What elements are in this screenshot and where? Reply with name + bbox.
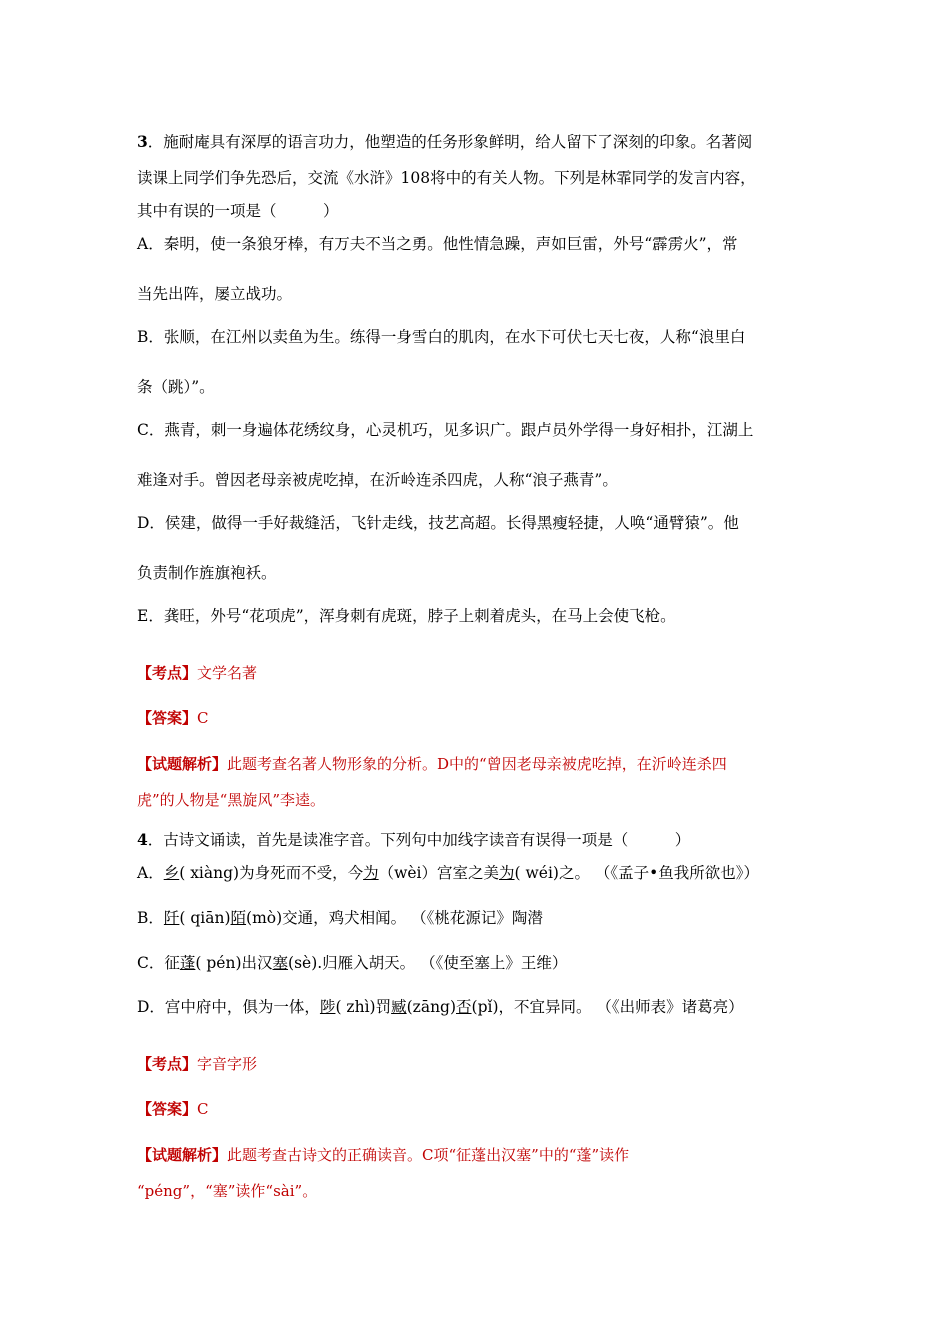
q3-option-b-line-2: 条（跳）”。	[137, 378, 215, 396]
q3-option-d-line-1: D．侯建，做得一手好裁缝活，飞针走线，技艺高超。长得黑瘦轻捷，人唤“通臂猿”。他	[137, 514, 739, 532]
q3-answer: 【答案】C	[137, 709, 209, 727]
q3-analysis-line-1: 【试题解析】此题考查名著人物形象的分析。D中的“曾因老母亲被虎吃掉，在沂岭连杀四	[137, 755, 727, 773]
q4-kaodian: 【考点】字音字形	[137, 1055, 258, 1073]
q4-option-c: C．征蓬( pén)出汉塞(sè).归雁入胡天。 （《使至塞上》王维）	[137, 954, 568, 972]
q4-option-d: D．宫中府中，俱为一体，陟( zhì)罚臧(zāng)否(pǐ)，不宜异同。 （《出师表》诸葛亮）	[137, 998, 744, 1016]
q3-option-a-line-2: 当先出阵，屡立战功。	[137, 285, 293, 303]
q3-option-d-line-2: 负责制作旌旗袍袄。	[137, 564, 277, 582]
q3-number: 3	[137, 132, 148, 151]
q3-stem-line-2: 读课上同学们争先恐后，交流《水浒》108将中的有关人物。下列是林霏同学的发言内容，	[137, 169, 756, 187]
q3-option-b-line-1: B．张顺，在江州以卖鱼为生。练得一身雪白的肌肉，在水下可伏七天七夜，人称“浪里白	[137, 328, 746, 346]
q3-kaodian: 【考点】文学名著	[137, 664, 258, 682]
q3-option-c-line-2: 难逢对手。曾因老母亲被虎吃掉，在沂岭连杀四虎，人称“浪子燕青”。	[137, 471, 618, 489]
q3-analysis-line-2: 虎”的人物是“黑旋风”李逵。	[137, 791, 326, 809]
q3-stem-line-3: 其中有误的一项是（ ）	[137, 202, 339, 220]
q4-answer: 【答案】C	[137, 1100, 209, 1118]
q4-option-a: A．乡( xiàng)为身死而不受，今为（wèi）宫室之美为( wéi)之。 （《孟子•鱼我所欲也》）	[137, 864, 760, 882]
q4-analysis-line-1: 【试题解析】此题考查古诗文的正确读音。C项“征蓬出汉塞”中的“蓬”读作	[137, 1146, 630, 1164]
q3-stem-line-1: 3．施耐庵具有深厚的语言功力，他塑造的任务形象鲜明，给人留下了深刻的印象。名著阅	[137, 132, 753, 151]
q3-option-a-line-1: A．秦明，使一条狼牙棒，有万夫不当之勇。他性情急躁，声如巨雷，外号“霹雳火”，常	[137, 235, 738, 253]
q4-analysis-line-2: “péng”，“塞”读作“sài”。	[137, 1182, 318, 1200]
q3-option-e-line-1: E．龚旺，外号“花项虎”，浑身刺有虎斑，脖子上刺着虎头，在马上会使飞枪。	[137, 607, 676, 625]
q3-option-c-line-1: C．燕青，刺一身遍体花绣纹身，心灵机巧，见多识广。跟卢员外学得一身好相扑，江湖上	[137, 421, 754, 439]
q4-number: 4	[137, 830, 148, 849]
q4-option-b: B．阡( qiān)陌(mò)交通，鸡犬相闻。 （《桃花源记》陶潜	[137, 909, 543, 927]
q4-stem: 4．古诗文诵读，首先是读准字音。下列句中加线字读音有误得一项是（ ）	[137, 830, 691, 849]
